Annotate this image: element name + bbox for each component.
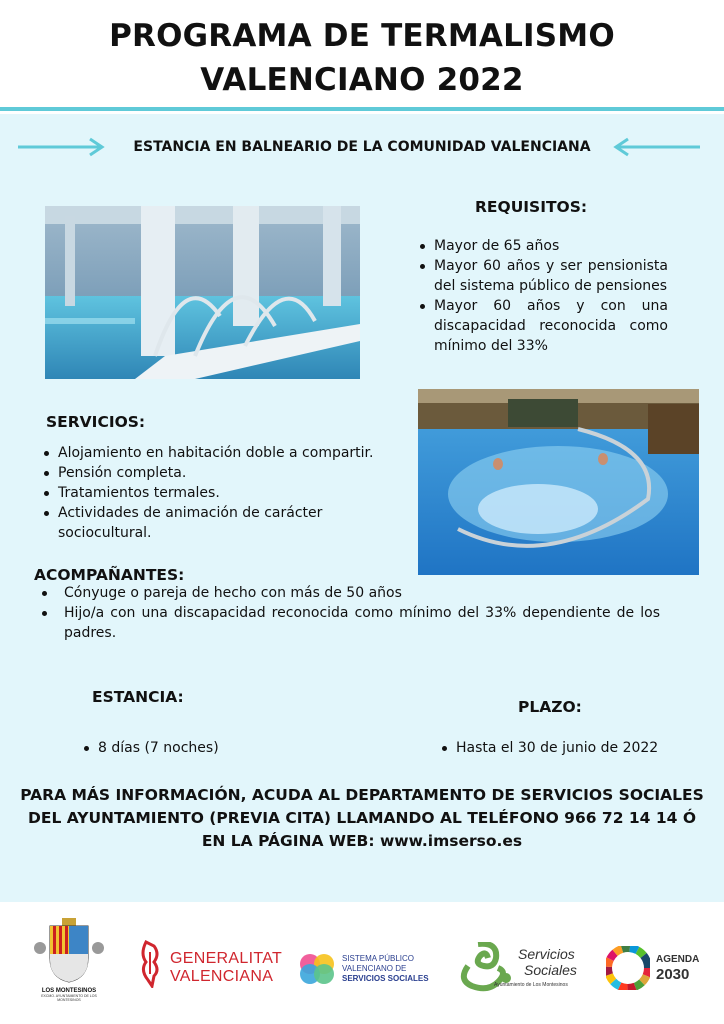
list-item: Mayor de 65 años bbox=[416, 236, 668, 256]
estancia-heading: ESTANCIA: bbox=[92, 688, 184, 706]
sistema-publico-logo bbox=[298, 950, 440, 990]
sistema-line-3: SERVICIOS SOCIALES bbox=[342, 974, 429, 983]
title-line-2: VALENCIANO 2022 bbox=[200, 62, 524, 98]
title-line-1: PROGRAMA DE TERMALISMO bbox=[109, 18, 615, 54]
arrow-left-icon bbox=[612, 137, 702, 157]
plazo-list bbox=[438, 738, 678, 758]
requisitos-heading: REQUISITOS: bbox=[475, 198, 588, 216]
agenda-line-2: 2030 bbox=[656, 966, 690, 983]
acompanantes-list bbox=[38, 583, 660, 643]
montesinos-sub: EXCMO. AYUNTAMIENTO DE LOS MONTESINOS bbox=[41, 994, 97, 1002]
list-item: Alojamiento en habitación doble a compartir. bbox=[40, 443, 410, 463]
top-divider bbox=[0, 107, 724, 111]
generalitat-logo bbox=[138, 940, 283, 990]
list-item: Mayor 60 años y con una discapacidad reconocida como mínimo del 33% bbox=[416, 296, 668, 356]
sistema-line-2: VALENCIANO DE bbox=[342, 964, 407, 973]
servicios-line-2: Sociales bbox=[524, 962, 577, 978]
servicios-list bbox=[40, 443, 410, 543]
estancia-list bbox=[80, 738, 280, 758]
generalitat-line-1: GENERALITAT bbox=[170, 950, 283, 967]
spa-pool-photo bbox=[45, 206, 360, 379]
requisitos-list bbox=[416, 236, 668, 356]
list-item: Mayor 60 años y ser pensionista del sistema público de pensiones bbox=[416, 256, 668, 296]
footer-logos bbox=[0, 902, 724, 1024]
circles-icon bbox=[298, 952, 338, 986]
subtitle: ESTANCIA EN BALNEARIO DE LA COMUNIDAD VALENCIANA bbox=[133, 139, 591, 155]
list-item: Cónyuge o pareja de hecho con más de 50 años bbox=[38, 583, 660, 603]
list-item: Pensión completa. bbox=[40, 463, 410, 483]
list-item: Hijo/a con una discapacidad reconocida como mínimo del 33% dependiente de los padres. bbox=[38, 603, 660, 643]
info-line-1: PARA MÁS INFORMACIÓN, ACUDA AL DEPARTAMENTO DE SERVICIOS SOCIALES bbox=[20, 786, 704, 804]
plazo-heading: PLAZO: bbox=[518, 698, 582, 716]
list-item: 8 días (7 noches) bbox=[80, 738, 280, 758]
arrow-right-icon bbox=[16, 137, 106, 157]
los-montesinos-logo bbox=[32, 918, 106, 1002]
servicios-sociales-logo bbox=[458, 942, 582, 994]
generalitat-emblem-icon bbox=[138, 940, 164, 988]
sdg-wheel-icon bbox=[606, 946, 650, 990]
list-item: Actividades de animación de carácter sociocultural. bbox=[40, 503, 410, 543]
servicios-heading: SERVICIOS: bbox=[46, 413, 146, 431]
servicios-line-3: Ayuntamiento de Los Montesinos bbox=[494, 982, 568, 988]
agenda-2030-logo bbox=[606, 946, 710, 992]
servicios-line-1: Servicios bbox=[518, 946, 575, 962]
list-item: Hasta el 30 de junio de 2022 bbox=[438, 738, 678, 758]
shield-icon bbox=[32, 918, 106, 984]
info-line-2: DEL AYUNTAMIENTO (PREVIA CITA) LLAMANDO AL TELÉFONO 966 72 14 14 Ó bbox=[27, 809, 696, 827]
indoor-pool-photo bbox=[418, 389, 699, 575]
acompanantes-heading: ACOMPAÑANTES: bbox=[34, 566, 185, 584]
info-line-3: EN LA PÁGINA WEB: www.imserso.es bbox=[201, 832, 523, 850]
list-item: Tratamientos termales. bbox=[40, 483, 410, 503]
sistema-line-1: SISTEMA PÚBLICO bbox=[342, 954, 415, 963]
title bbox=[0, 14, 724, 102]
info-text bbox=[20, 784, 704, 853]
montesinos-name: LOS MONTESINOS bbox=[41, 988, 97, 994]
agenda-line-1: AGENDA bbox=[656, 954, 700, 965]
generalitat-line-2: VALENCIANA bbox=[170, 968, 274, 985]
